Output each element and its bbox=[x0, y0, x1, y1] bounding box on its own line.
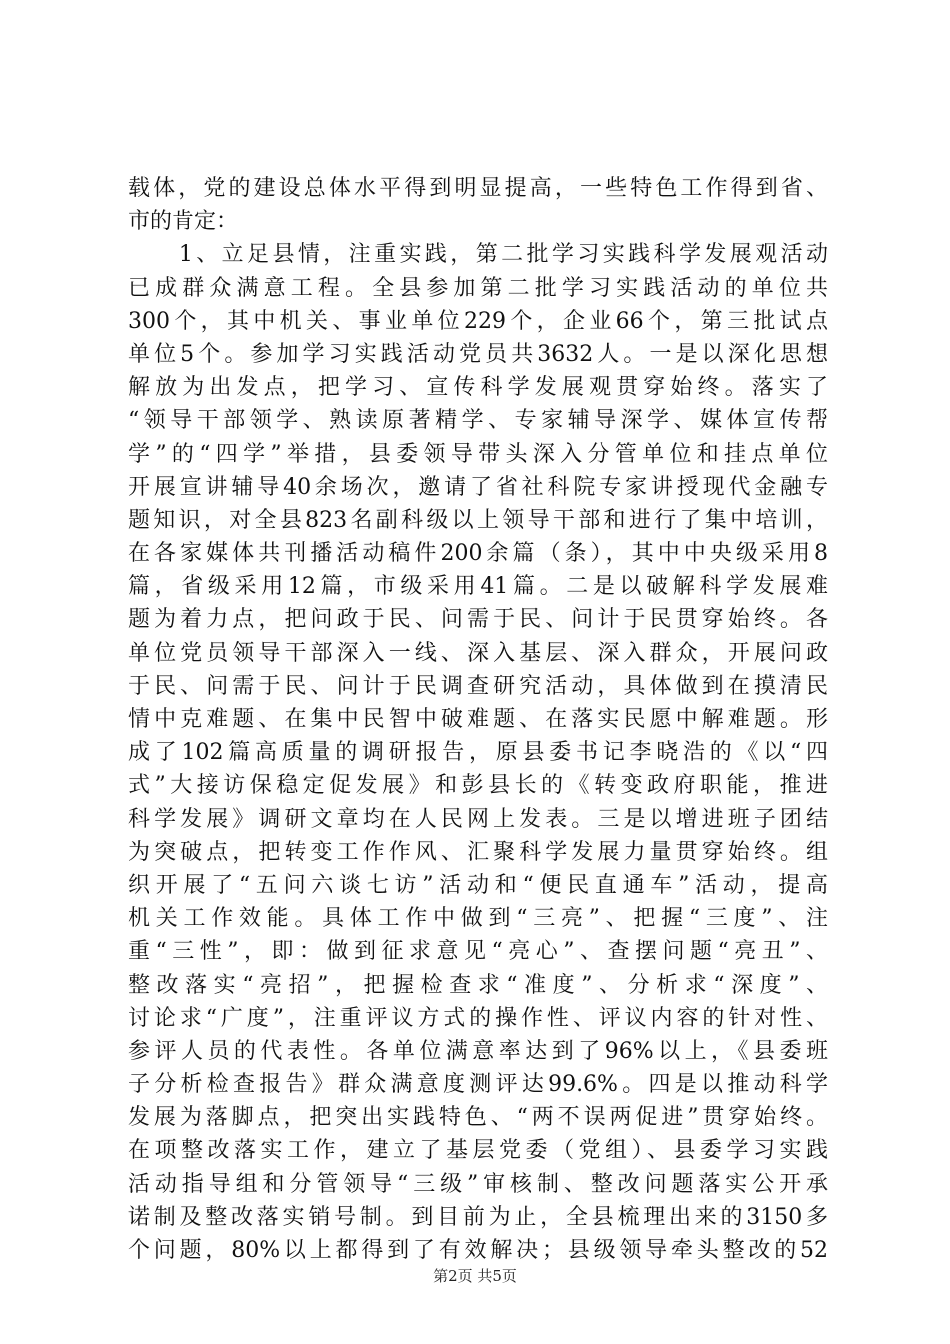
text-line: “领导干部领学、熟读原著精学、专家辅导深学、媒体宣传帮 bbox=[128, 408, 828, 434]
text-line: 300个，其中机关、事业单位229个，企业66个，第三批试点 bbox=[128, 308, 828, 334]
text-line: 题为着力点，把问政于民、问需于民、问计于民贯穿始终。各 bbox=[128, 607, 828, 633]
text-line: 整改落实“亮招”，把握检查求“准度”、分析求“深度”、 bbox=[128, 972, 828, 998]
page-footer: 第2页 共5页 bbox=[433, 1267, 517, 1285]
text-line: 讨论求“广度”，注重评议方式的操作性、评议内容的针对性、 bbox=[128, 1005, 828, 1031]
text-line: 1、立足县情，注重实践，第二批学习实践科学发展观活动 bbox=[128, 242, 828, 268]
text-line: 单位党员领导干部深入一线、深入基层、深入群众，开展问政 bbox=[128, 640, 828, 666]
text-line: 篇，省级采用12篇，市级采用41篇。二是以破解科学发展难 bbox=[128, 574, 828, 600]
text-line: 解放为出发点，把学习、宣传科学发展观贯穿始终。落实了 bbox=[128, 375, 828, 401]
text-line: 单位5个。参加学习实践活动党员共3632人。一是以深化思想 bbox=[128, 341, 828, 367]
text-line: 发展为落脚点，把突出实践特色、“两不误两促进”贯穿始终。 bbox=[128, 1105, 828, 1131]
text-line: 情中克难题、在集中民智中破难题、在落实民愿中解难题。形 bbox=[128, 707, 828, 732]
text-line: 子分析检查报告》群众满意度测评达99.6%。四是以推动科学 bbox=[128, 1072, 828, 1098]
text-line: 活动指导组和分管领导“三级”审核制、整改问题落实公开承 bbox=[128, 1171, 828, 1197]
text-line: 载体，党的建设总体水平得到明显提高，一些特色工作得到省、 bbox=[128, 176, 828, 201]
text-line: 在各家媒体共刊播活动稿件200余篇（条），其中中央级采用8 bbox=[128, 541, 828, 567]
text-line: 参评人员的代表性。各单位满意率达到了96%以上，《县委班 bbox=[128, 1038, 828, 1064]
text-line: 成了102篇高质量的调研报告，原县委书记李晓浩的《以“四 bbox=[128, 740, 828, 766]
text-line: 开展宣讲辅导40余场次，邀请了省社科院专家讲授现代金融专 bbox=[128, 474, 828, 500]
text-line: 机关工作效能。具体工作中做到“三亮”、把握“三度”、注 bbox=[128, 906, 828, 932]
text-line: 市的肯定： bbox=[128, 209, 239, 235]
text-line: 重“三性”，即：做到征求意见“亮心”、查摆问题“亮丑”、 bbox=[128, 939, 828, 965]
text-line: 在项整改落实工作，建立了基层党委（党组）、县委学习实践 bbox=[128, 1138, 828, 1164]
text-line: 学”的“四学”举措，县委领导带头深入分管单位和挂点单位 bbox=[128, 441, 828, 467]
text-line: 于民、问需于民、问计于民调查研究活动，具体做到在摸清民 bbox=[128, 673, 828, 699]
text-line: 织开展了“五问六谈七访”活动和“便民直通车”活动，提高 bbox=[128, 872, 828, 898]
text-line: 科学发展》调研文章均在人民网上发表。三是以增进班子团结 bbox=[128, 806, 828, 832]
text-line: 个问题，80%以上都得到了有效解决；县级领导牵头整改的52 bbox=[128, 1238, 828, 1263]
text-line: 为突破点，把转变工作作风、汇聚科学发展力量贯穿始终。组 bbox=[128, 839, 828, 865]
body-text bbox=[128, 172, 828, 1267]
text-line: 式”大接访保稳定促发展》和彭县长的《转变政府职能，推进 bbox=[128, 773, 828, 799]
text-line: 诺制及整改落实销号制。到目前为止，全县梳理出来的3150多 bbox=[128, 1204, 828, 1230]
text-line: 题知识，对全县823名副科级以上领导干部和进行了集中培训， bbox=[128, 507, 828, 533]
text-line: 已成群众满意工程。全县参加第二批学习实践活动的单位共 bbox=[128, 275, 828, 301]
